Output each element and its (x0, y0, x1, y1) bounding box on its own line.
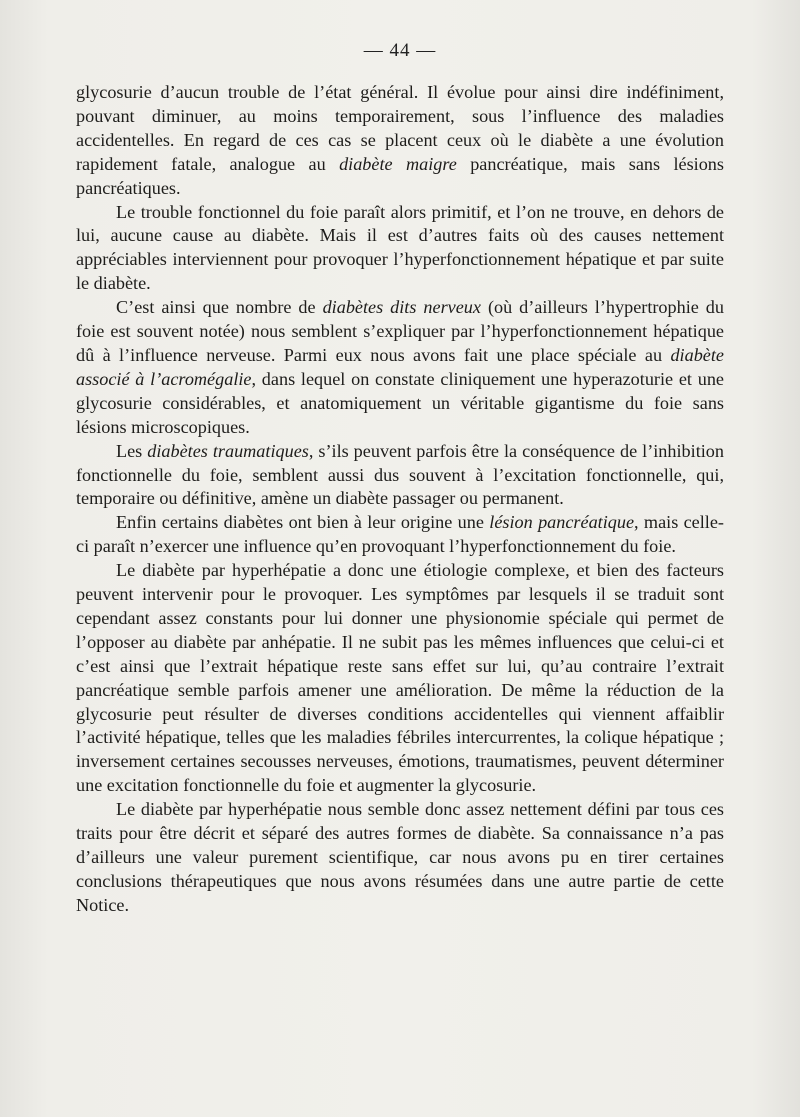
italic-term: diabètes traumatiques (147, 440, 309, 461)
text-run: Le trouble fonctionnel du foie paraît alors primitif, et l’on ne trouve, en dehors de lui, aucune cause au diabète. Mais il est d’autres faits où des causes nettement appréciables interviennent pour provoquer l’hyperfonctionnement hépatique et par suite le diabète. (76, 201, 724, 294)
italic-term: lésion pancréatique (489, 512, 635, 533)
text-run: , dans lequel on constate cliniquement une hyperazoturie et une glycosurie considérables, et anatomiquement un véritable gigantisme du foie sans lésions microscopiques. (76, 368, 724, 437)
italic-term: diabète associé à l’acromégalie (76, 344, 724, 389)
text-run: C’est ainsi que nombre de (116, 297, 323, 318)
text-run: (où d’ailleurs l’hypertrophie du foie est souvent notée) nous semblent s’expliquer par l’hyperfonctionnement hépatique dû à l’influence nerveuse. Parmi eux nous avons fait une place spéciale au (76, 297, 724, 365)
text-run: pancréatique, mais sans lésions pancréatiques. (76, 153, 724, 198)
text-run: , mais celle-ci paraît n’exercer une influence qu’en provoquant l’hyperfonctionnement du foie. (76, 512, 724, 557)
paragraph (76, 559, 724, 798)
text-run: Le diabète par hyperhépatie nous semble donc assez nettement défini par tous ces traits pour être décrit et séparé des autres formes de diabète. Sa connaissance n’a pas d’ailleurs une valeur purement scientifique, car nous avons pu en tirer certaines conclusions thérapeutiques que nous avons résumées dans une autre partie de cette Notice. (76, 799, 724, 915)
paragraph (76, 81, 724, 201)
paragraph (76, 440, 724, 512)
italic-term: diabètes dits nerveux (322, 297, 481, 318)
text-run: Les (116, 440, 148, 461)
paragraph (76, 511, 724, 559)
paragraph (76, 201, 724, 297)
text-run: Enfin certains diabètes ont bien à leur origine une (116, 512, 490, 533)
page-number: — 44 — (363, 40, 437, 61)
paragraph (76, 296, 724, 439)
text-run: Le diabète par hyperhépatie a donc une étiologie complexe, et bien des facteurs peuvent intervenir pour le provoquer. Les symptômes par lesquels il se traduit sont cependant assez constants pour lui donner une physionomie spéciale qui permet de l’opposer au diabète par anhépatie. Il ne subit pas les mêmes influences que celui-ci et c’est ainsi que l’extrait hépatique reste sans effet sur lui, qu’au contraire l’extrait pancréatique semble parfois amener une amélioration. De même la réduction de la glycosurie peut résulter de diverses conditions accidentelles qui viennent affaiblir l’activité hépatique, telles que les maladies fébriles intercurrentes, la colique hépatique ; inversement certaines secousses nerveuses, émotions, traumatismes, peuvent déterminer une excitation fonctionnelle du foie et augmenter la glycosurie. (76, 560, 724, 796)
body-text (76, 81, 724, 918)
italic-term: diabète maigre (339, 153, 457, 174)
paragraph (76, 798, 724, 918)
text-run: , s’ils peuvent parfois être la conséquence de l’inhibition fonctionnelle du foie, semblent aussi dus souvent à l’excitation fonctionnelle, qui, temporaire ou définitive, amène un diabète passager ou permanent. (76, 440, 724, 509)
text-run: glycosurie d’aucun trouble de l’état général. Il évolue pour ainsi dire indéfiniment, pouvant diminuer, au moins temporairement, sous l’influence des maladies accidentelles. En regard de ces cas se placent ceux où le diabète a une évolution rapidement fatale, analogue au (76, 82, 724, 174)
